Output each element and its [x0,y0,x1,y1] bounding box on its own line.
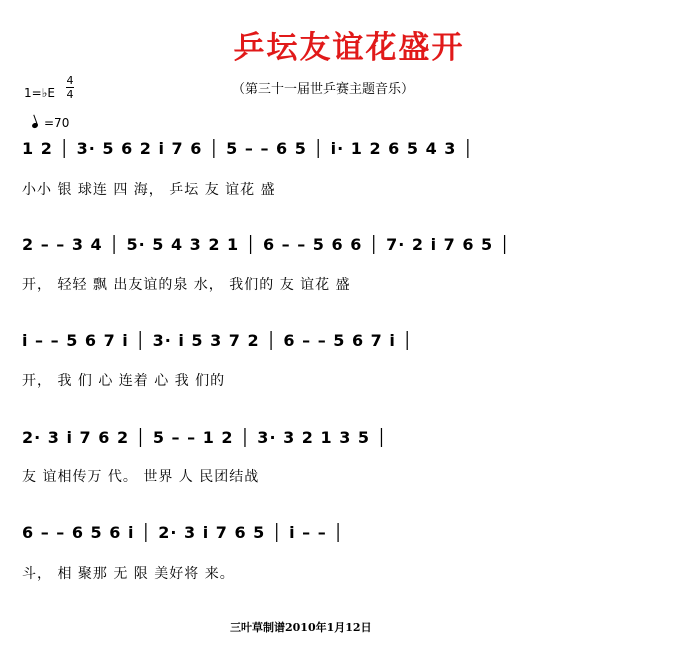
song-title: 乒坛友谊花盛开 [233,30,465,66]
score-credit: 三叶草制谱2010年1月12日 [230,621,372,634]
score-line-1-lyrics: 小小 银 球连 四 海， 乒坛 友 谊花 盛 [22,182,276,198]
time-signature-top: 4 [66,74,74,87]
score-line-5-notes: 6 – – 6 5 6 i │ 2· 3 i 7 6 5 │ i – – │ [22,523,344,542]
tempo-value: =70 [44,116,70,130]
score-line-4-notes: 2· 3 i 7 6 2 │ 5 – – 1 2 │ 3· 3 2 1 3 5 │ [22,428,388,447]
score-line-1-notes: 1 2 │ 3· 5 6 2 i 7 6 │ 5 – – 6 5 │ i· 1 2 6 5 4 3 │ [22,139,474,158]
score-line-2-lyrics: 开， 轻轻 飘 出友谊的泉 水， 我们的 友 谊花 盛 [22,277,351,293]
tempo-marking [32,116,69,130]
time-signature-bottom: 4 [66,88,74,101]
score-line-2-notes: 2 – – 3 4 │ 5· 5 4 3 2 1 │ 6 – – 5 6 6 │ 7· 2 i 7 6 5 │ [22,235,511,254]
song-subtitle: （第三十一届世乒赛主题音乐） [232,82,415,97]
score-line-3-notes: i – – 5 6 7 i │ 3· i 5 3 7 2 │ 6 – – 5 6 7 i │ [22,331,414,350]
score-line-5-lyrics: 斗， 相 聚那 无 限 美好将 来。 [22,566,235,582]
key-signature: 1=♭E [24,86,55,100]
time-signature [66,75,74,100]
score-line-4-lyrics: 友 谊相传万 代。 世界 人 民团结战 [22,469,260,485]
quarter-note-icon [31,122,38,129]
score-line-3-lyrics: 开， 我 们 心 连着 心 我 们的 [22,373,226,389]
